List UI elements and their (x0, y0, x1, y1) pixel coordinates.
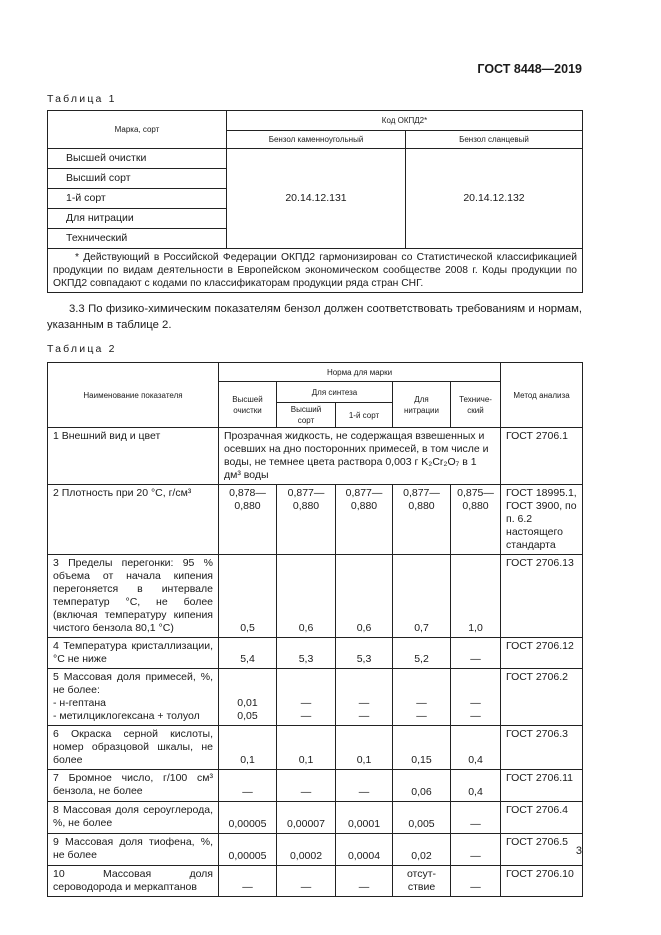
norm-value: 0,878— 0,880 (219, 485, 277, 555)
table-row (48, 428, 583, 485)
header-brand: Марка, сорт (48, 111, 227, 149)
norm-value: 0,877— 0,880 (336, 485, 393, 555)
method-cell: ГОСТ 2706.12 (501, 638, 583, 669)
indicator-name: 2 Плотность при 20 °С, г/см³ (48, 485, 219, 555)
norm-value: — (277, 770, 336, 802)
indicator-name: 7 Бромное число, г/100 см³ бензола, не более (48, 770, 219, 802)
norm-value: 0,00005 (219, 802, 277, 834)
brand-cell: 1-й сорт (48, 189, 227, 209)
norm-value: 0,1 (336, 726, 393, 770)
norm-value: 0,06 (393, 770, 451, 802)
indicator-name: 8 Массовая доля сероуглерода, %, не более (48, 802, 219, 834)
norm-value: — (219, 866, 277, 897)
table1-footnote: * Действующий в Российской Федерации ОКПД2 гармонизирован со Статистической классификацией продукции по видам деятельности в Европейском экономическом сообществе 2008 г. Коды продукции по ОКПД2 совпадают с кодами по классификаторам продукции ряда стран СНГ. (48, 249, 583, 293)
table-row (48, 485, 583, 555)
header-coal-benzene: Бензол каменноугольный (227, 131, 406, 149)
header-highest-purity: Высшей очистки (219, 382, 277, 428)
indicator-name: 9 Массовая доля тиофена, %, не более (48, 834, 219, 866)
norm-value: 0,1 (277, 726, 336, 770)
header-top-grade: Высший сорт (277, 403, 336, 428)
indicator-name: 6 Окраска серной кислоты, номер образцовой шкалы, не более (48, 726, 219, 770)
table2-caption: Таблица 2 (47, 343, 117, 355)
norm-value: — (451, 834, 501, 866)
norm-value: — — (277, 669, 336, 726)
header-method: Метод анализа (501, 363, 583, 428)
norm-value: 0,15 (393, 726, 451, 770)
norm-value: — (451, 638, 501, 669)
norm-value: — (336, 866, 393, 897)
table1-okpd-codes (47, 110, 583, 293)
table-row (48, 834, 583, 866)
code-shale: 20.14.12.132 (406, 149, 583, 249)
method-cell: ГОСТ 2706.13 (501, 555, 583, 638)
norm-description: Прозрачная жидкость, не содержащая взвешенных и осевших на дно посторонних примесей, в том числе и воды, не темнее цвета раствора 0,003 г K₂Cr₂O₇ в 1 дм³ воды (219, 428, 501, 485)
norm-value: 0,4 (451, 770, 501, 802)
indicator-name: 3 Пределы перегонки: 95 % объема от начала кипения перегоняется в интервале температур °С, не более (включая температуру кипения чистого бензола 80,1 °С) (48, 555, 219, 638)
code-coal: 20.14.12.131 (227, 149, 406, 249)
norm-value: отсут- ствие (393, 866, 451, 897)
norm-value: 0,02 (393, 834, 451, 866)
document-id: ГОСТ 8448—2019 (477, 62, 582, 76)
indicator-name: 4 Температура кристаллизации, °С не ниже (48, 638, 219, 669)
norm-value: — — (451, 669, 501, 726)
brand-cell: Высший сорт (48, 169, 227, 189)
norm-value: 0,7 (393, 555, 451, 638)
method-cell: ГОСТ 2706.4 (501, 802, 583, 834)
table-row (48, 726, 583, 770)
norm-value: 1,0 (451, 555, 501, 638)
norm-value: 0,877— 0,880 (277, 485, 336, 555)
method-cell: ГОСТ 2706.5 (501, 834, 583, 866)
table-row (48, 555, 583, 638)
norm-value: — — (336, 669, 393, 726)
norm-value: — — (393, 669, 451, 726)
norm-value: 0,0002 (277, 834, 336, 866)
page-number: 3 (575, 845, 582, 857)
header-technical: Техниче-ский (451, 382, 501, 428)
table1-caption: Таблица 1 (47, 93, 117, 105)
indicator-name: 5 Массовая доля примесей, %, не более: - н-гептана - метилциклогексана + толуол (48, 669, 219, 726)
table-row (48, 770, 583, 802)
norm-value: 0,005 (393, 802, 451, 834)
norm-value: 0,0001 (336, 802, 393, 834)
table-row (48, 802, 583, 834)
brand-cell: Высшей очистки (48, 149, 227, 169)
table-row (48, 638, 583, 669)
header-norm: Норма для марки (219, 363, 501, 382)
header-shale-benzene: Бензол сланцевый (406, 131, 583, 149)
indicator-name: 1 Внешний вид и цвет (48, 428, 219, 485)
norm-value: — (219, 770, 277, 802)
brand-cell: Для нитрации (48, 209, 227, 229)
norm-value: 0,00005 (219, 834, 277, 866)
norm-value: — (451, 802, 501, 834)
norm-value: 5,2 (393, 638, 451, 669)
table-row (48, 866, 583, 897)
paragraph-3-3: 3.3 По физико-химическим показателям бензол должен соответствовать требованиям и нормам, указанным в таблице 2. (47, 303, 582, 331)
norm-value: 5,3 (277, 638, 336, 669)
norm-value: 0,4 (451, 726, 501, 770)
header-indicator: Наименование показателя (48, 363, 219, 428)
method-cell: ГОСТ 2706.10 (501, 866, 583, 897)
norm-value: — (451, 866, 501, 897)
norm-value: 0,875— 0,880 (451, 485, 501, 555)
norm-value: — (277, 866, 336, 897)
norm-value: 0,00007 (277, 802, 336, 834)
norm-value: 0,0004 (336, 834, 393, 866)
method-cell: ГОСТ 2706.3 (501, 726, 583, 770)
norm-value: 5,3 (336, 638, 393, 669)
norm-value: 5,4 (219, 638, 277, 669)
indicator-name: 10 Массовая доля сероводорода и меркаптанов (48, 866, 219, 897)
method-cell: ГОСТ 18995.1, ГОСТ 3900, по п. 6.2 настоящего стандарта (501, 485, 583, 555)
method-cell: ГОСТ 2706.1 (501, 428, 583, 485)
table-row (48, 669, 583, 726)
norm-value: 0,6 (336, 555, 393, 638)
method-cell: ГОСТ 2706.2 (501, 669, 583, 726)
norm-value: — (336, 770, 393, 802)
brand-cell: Технический (48, 229, 227, 249)
method-cell: ГОСТ 2706.11 (501, 770, 583, 802)
header-first-grade: 1-й сорт (336, 403, 393, 428)
norm-value: 0,877— 0,880 (393, 485, 451, 555)
header-code: Код ОКПД2* (227, 111, 583, 131)
header-for-nitration: Для нитрации (393, 382, 451, 428)
norm-value: 0,6 (277, 555, 336, 638)
norm-value: 0,5 (219, 555, 277, 638)
table2-properties (47, 362, 583, 897)
norm-value: 0,01 0,05 (219, 669, 277, 726)
header-for-synthesis: Для синтеза (277, 382, 393, 403)
norm-value: 0,1 (219, 726, 277, 770)
